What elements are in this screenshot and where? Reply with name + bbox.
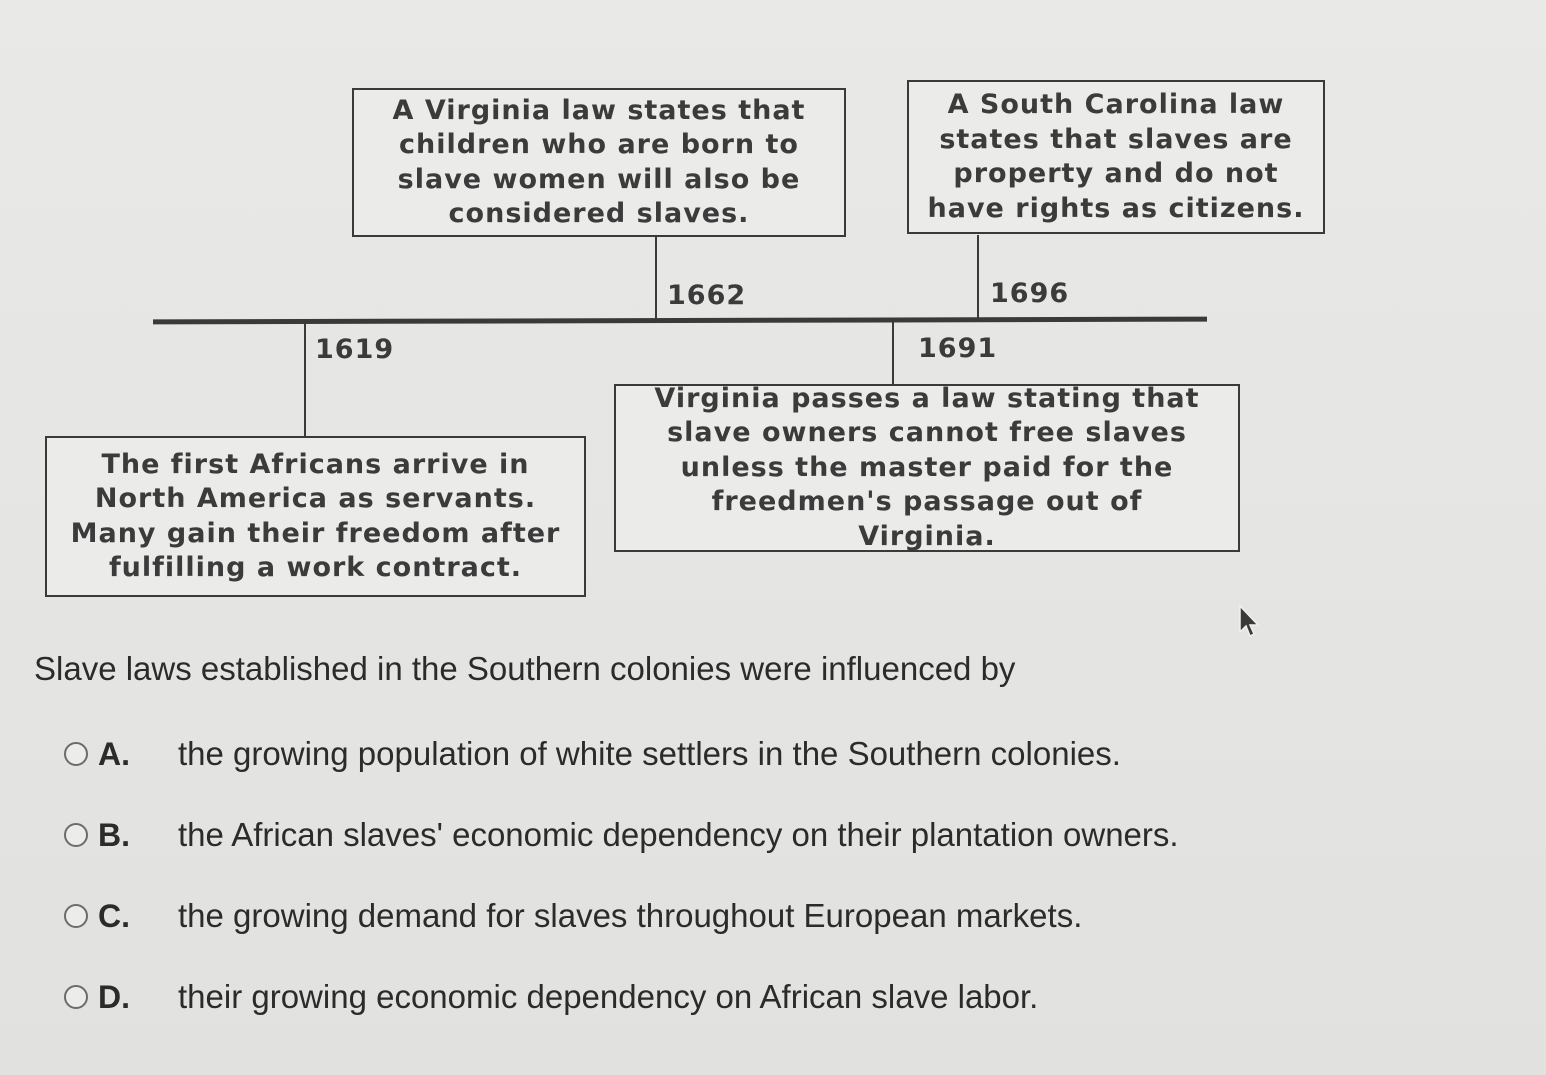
event-box-1691: [614, 384, 1240, 552]
connector-1662: [655, 237, 657, 321]
option-letter: C.: [98, 897, 130, 934]
connector-1619: [304, 323, 306, 437]
year-label-1696: 1696: [990, 278, 1070, 309]
option-text: their growing economic dependency on African slave labor.: [178, 978, 1039, 1015]
connector-1696: [977, 235, 979, 320]
option-letter: A.: [98, 735, 130, 772]
radio-button-icon[interactable]: [64, 742, 88, 766]
event-box-1619: [45, 436, 586, 597]
radio-button-icon[interactable]: [64, 823, 88, 847]
option-text: the growing population of white settlers in the Southern colonies.: [178, 735, 1121, 772]
year-label-1619: 1619: [315, 334, 395, 365]
connector-1691: [892, 321, 894, 385]
question-prompt: Slave laws established in the Southern colonies were influenced by: [34, 650, 1016, 687]
event-text-1619: The first Africans arrive in North America as servants. Many gain their freedom after fulfilling a work contract.: [70, 448, 561, 583]
event-text-1696: A South Carolina law states that slaves are property and do not have rights as citizens.: [927, 89, 1305, 224]
event-box-1662: [352, 88, 846, 237]
option-letter: B.: [98, 816, 130, 853]
option-text: the growing demand for slaves throughout European markets.: [178, 897, 1083, 934]
answer-option-c[interactable]: [64, 894, 1082, 938]
event-text-1691: Virginia passes a law stating that slave owners cannot free slaves unless the master paid for the freedmen's passage out of Virginia.: [654, 382, 1200, 552]
answer-option-d[interactable]: [64, 975, 1038, 1019]
answer-option-b[interactable]: [64, 813, 1179, 857]
answer-option-a[interactable]: [64, 732, 1121, 776]
year-label-1662: 1662: [667, 280, 747, 311]
mouse-pointer-icon: [1238, 604, 1262, 640]
radio-button-icon[interactable]: [64, 904, 88, 928]
event-text-1662: A Virginia law states that children who are born to slave women will also be considered slaves.: [392, 94, 806, 229]
year-label-1691: 1691: [918, 333, 998, 364]
event-box-1696: [907, 80, 1325, 234]
option-letter: D.: [98, 978, 130, 1015]
timeline-axis: [153, 317, 1207, 325]
radio-button-icon[interactable]: [64, 985, 88, 1009]
option-text: the African slaves' economic dependency on their plantation owners.: [178, 816, 1179, 853]
